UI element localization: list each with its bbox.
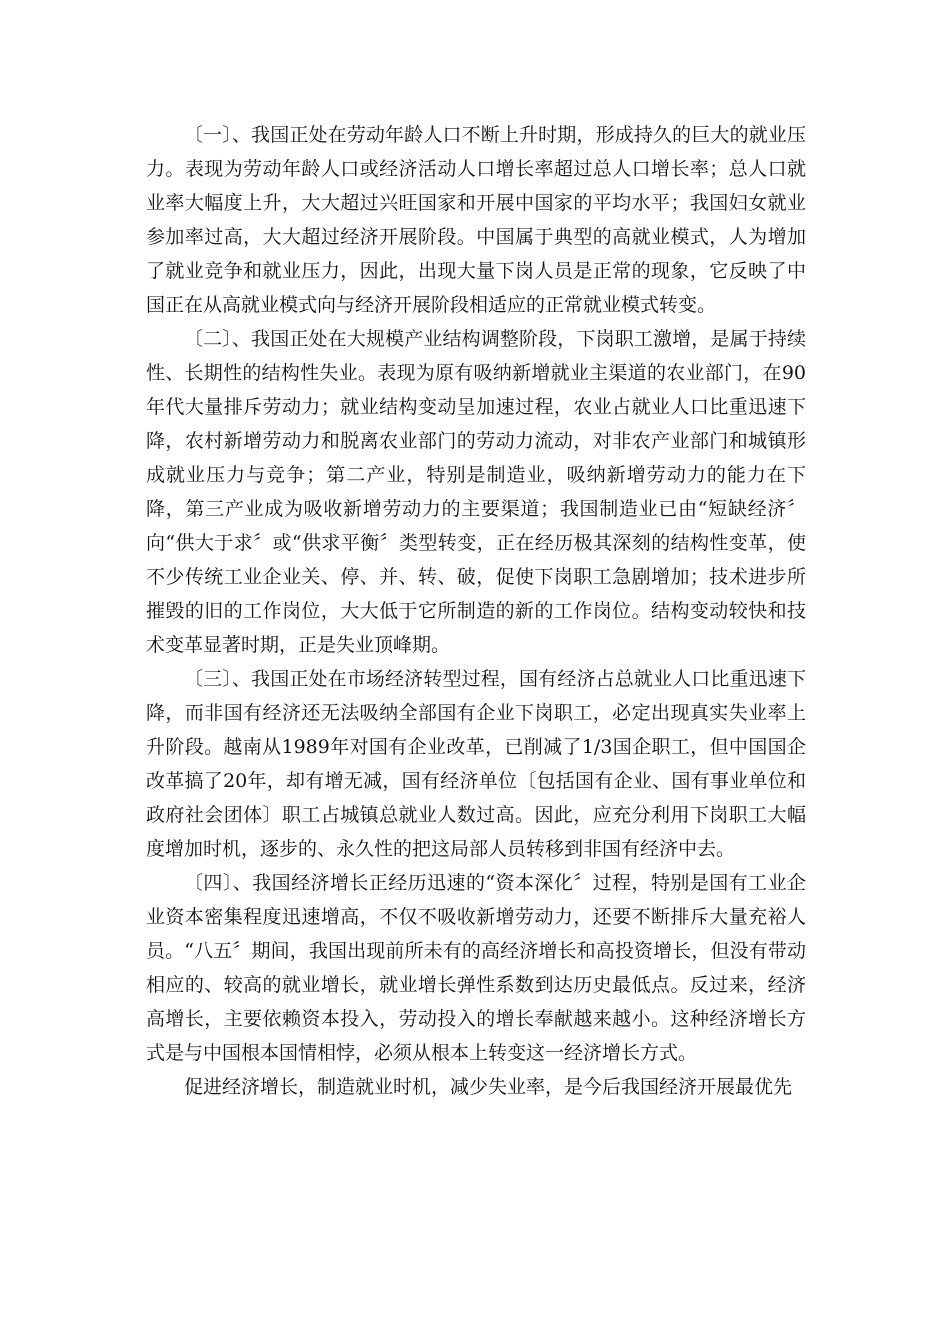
paragraph-3: 〔三〕、我国正处在市场经济转型过程，国有经济占总就业人口比重迅速下降，而非国有经济还无法吸纳全部国有企业下岗职工，必定出现真实失业率上升阶段。越南从1989年对国有企业改革，已削减了1/3国企职工，但中国国企改革搞了20年，却有增无减，国有经济单位〔包括国有企业、国有事业单位和政府社会团体〕职工占城镇总就业人数过高。因此，应充分利用下岗职工大幅度增加时机，逐步的、永久性的把这局部人员转移到非国有经济中去。 xyxy=(146,668,806,860)
paragraph-2: 〔二〕、我国正处在大规模产业结构调整阶段，下岗职工激增，是属于持续性、长期性的结构性失业。表现为原有吸纳新增就业主渠道的农业部门，在90年代大量排斥劳动力；就业结构变动呈加速过程，农业占就业人口比重迅速下降，农村新增劳动力和脱离农业部门的劳动力流动，对非农产业部门和城镇形成就业压力与竞争；第二产业，特别是制造业，吸纳新增劳动力的能力在下降，第三产业成为吸收新增劳动力的主要渠道；我国制造业已由“短缺经济〞向“供大于求〞或“供求平衡〞类型转变，正在经历极其深刻的结构性变革，使不少传统工业企业关、停、并、转、破，促使下岗职工急剧增加；技术进步所摧毁的旧的工作岗位，大大低于它所制造的新的工作岗位。结构变动较快和技术变革显著时期，正是失业顶峰期。 xyxy=(146,328,806,656)
paragraph-5: 促进经济增长，制造就业时机，减少失业率，是今后我国经济开展最优先 xyxy=(184,1076,793,1098)
document-body xyxy=(146,118,806,1104)
paragraph-4: 〔四〕、我国经济增长正经历迅速的“资本深化〞过程，特别是国有工业企业资本密集程度迅速增高，不仅不吸收新增劳动力，还要不断排斥大量充裕人员。“八五〞期间，我国出现前所未有的高经济增长和高投资增长，但没有带动相应的、较高的就业增长，就业增长弹性系数到达历史最低点。反过来，经济高增长，主要依赖资本投入，劳动投入的增长奉献越来越小。这种经济增长方式是与中国根本国情相悖，必须从根本上转变这一经济增长方式。 xyxy=(146,872,806,1064)
paragraph-1: 〔一〕、我国正处在劳动年龄人口不断上升时期，形成持久的巨大的就业压力。表现为劳动年龄人口或经济活动人口增长率超过总人口增长率；总人口就业率大幅度上升，大大超过兴旺国家和开展中国家的平均水平；我国妇女就业参加率过高，大大超过经济开展阶段。中国属于典型的高就业模式，人为增加了就业竞争和就业压力，因此，出现大量下岗人员是正常的现象，它反映了中国正在从高就业模式向与经济开展阶段相适应的正常就业模式转变。 xyxy=(146,124,806,316)
